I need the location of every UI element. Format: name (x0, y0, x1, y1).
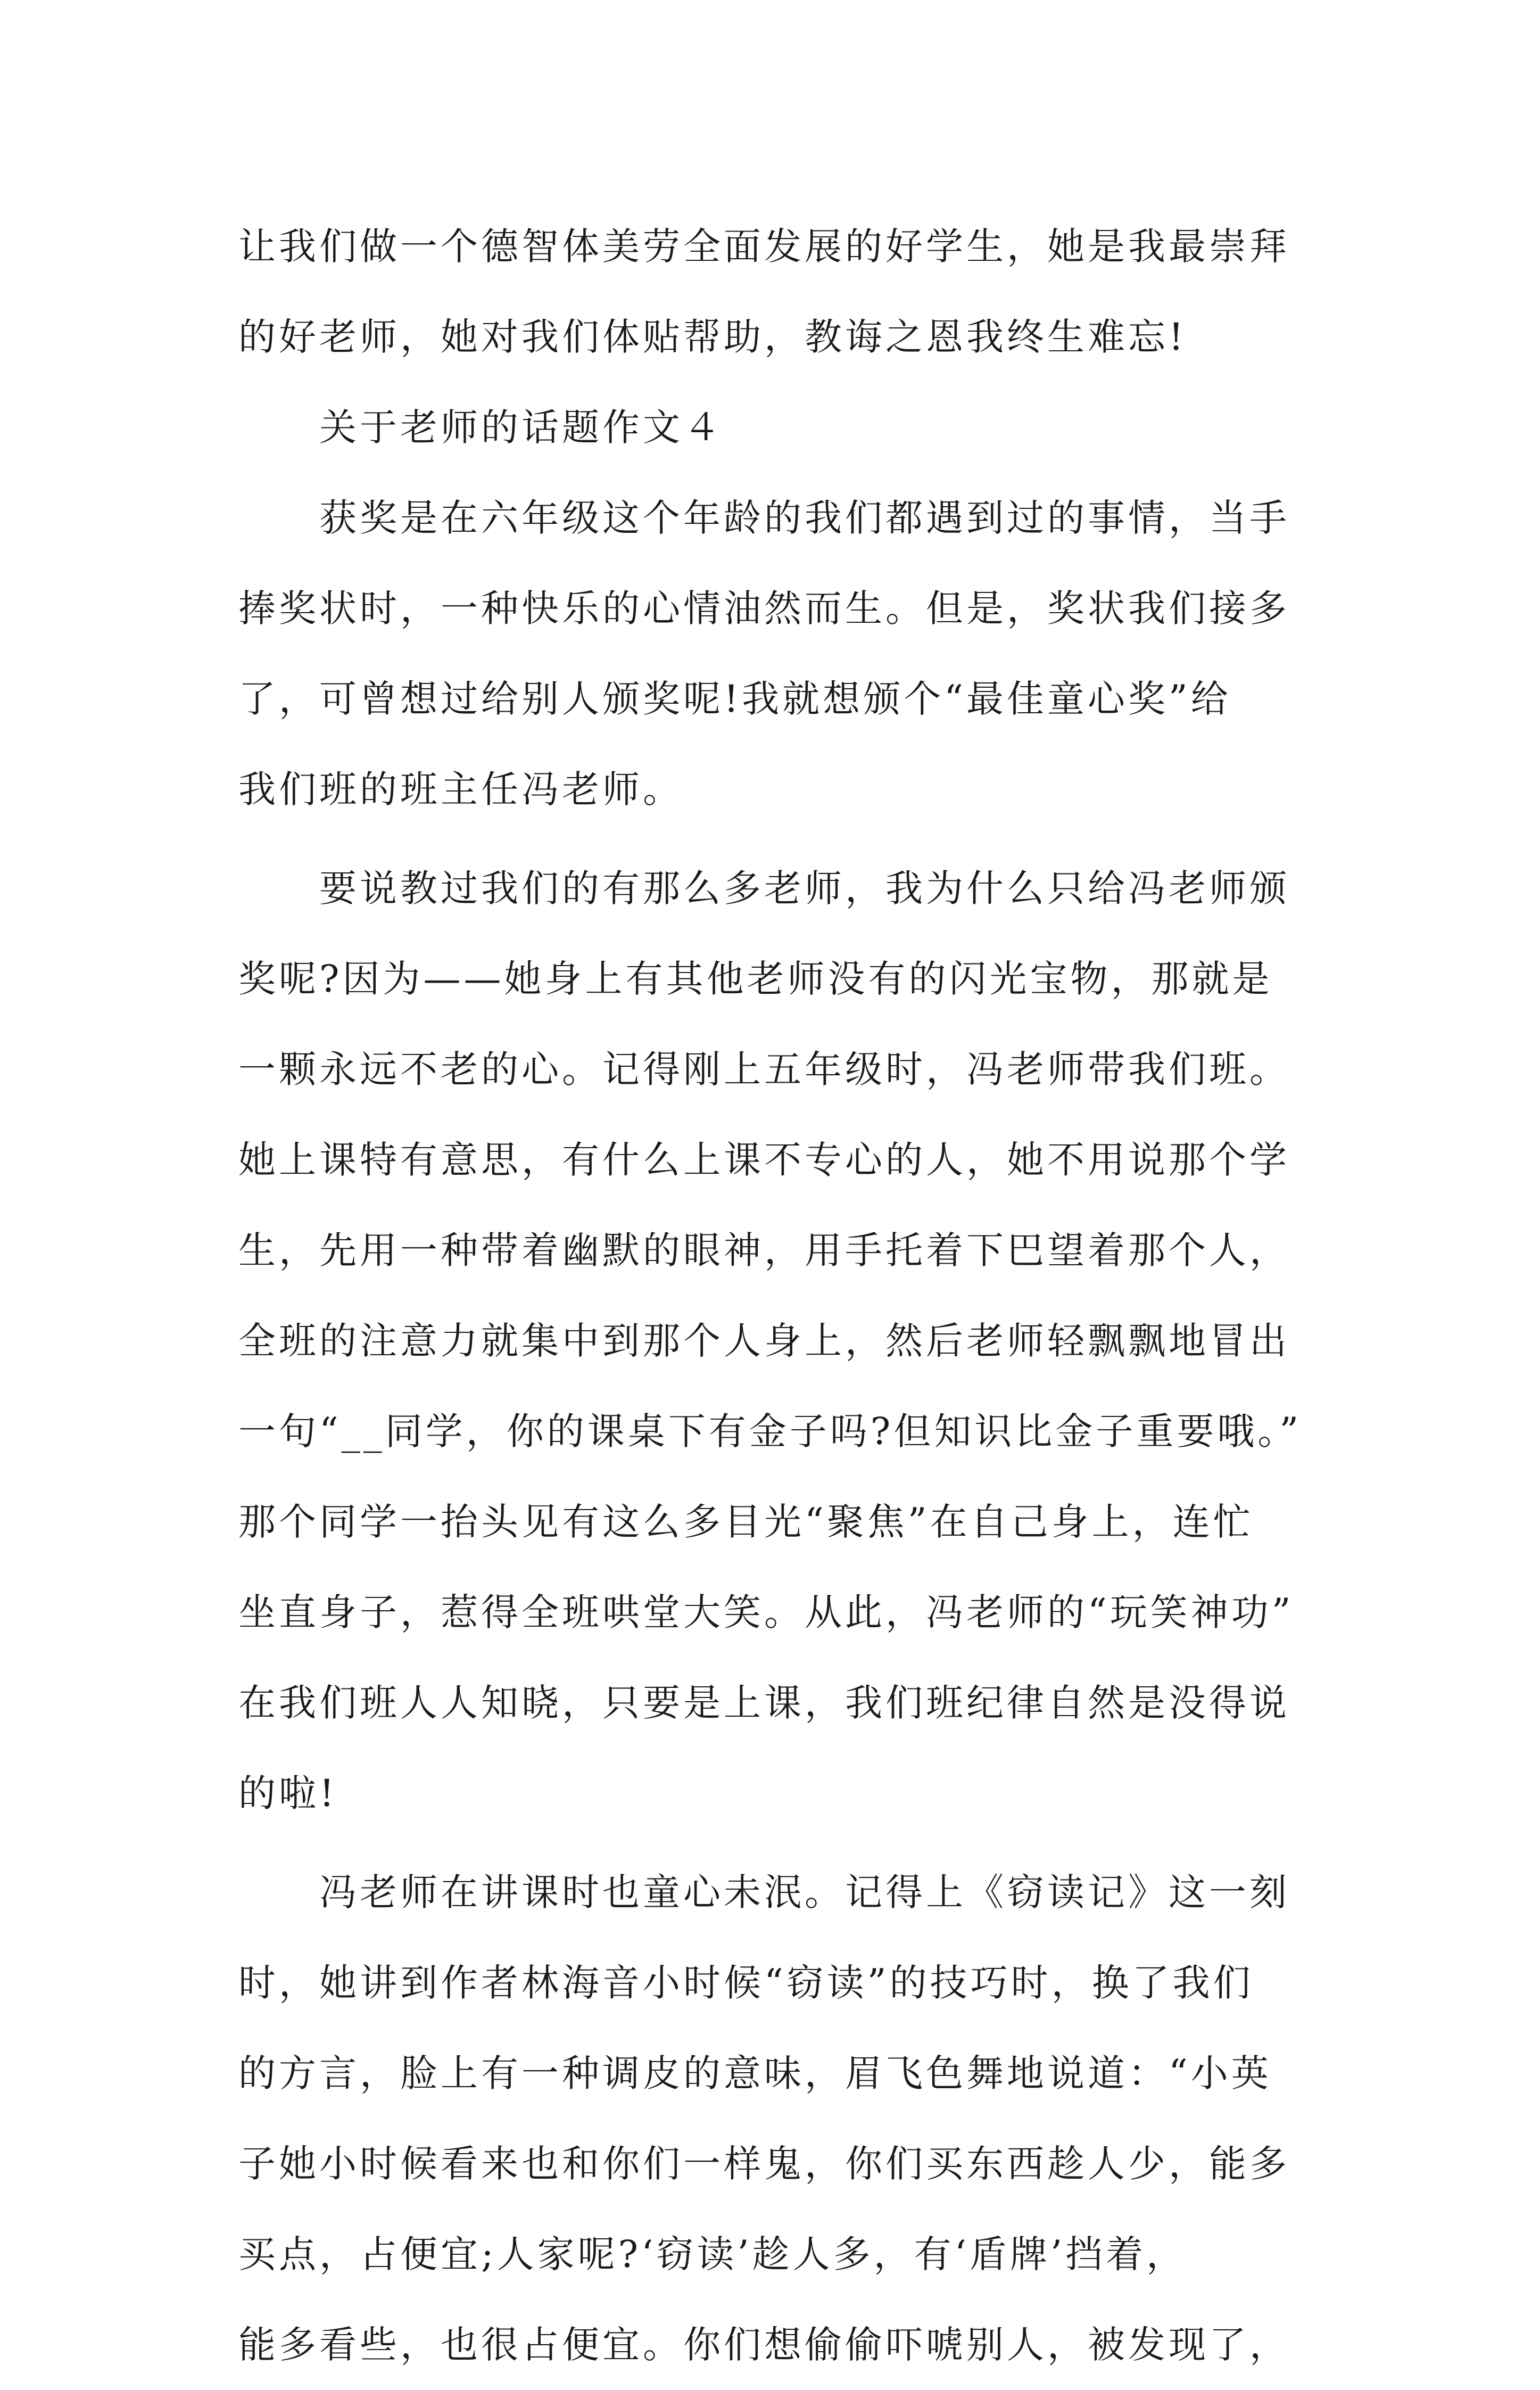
text-line: 我们班的班主任冯老师。 (238, 768, 683, 811)
text-line: 奖呢?因为——她身上有其他老师没有的闪光宝物，那就是 (238, 957, 1273, 1001)
text-line: 让我们做一个德智体美劳全面发展的好学生，她是我最崇拜 (238, 225, 1290, 268)
text-line: 捧奖状时，一种快乐的心情油然而生。但是，奖状我们接多 (238, 587, 1290, 630)
text-line: 要说教过我们的有那么多老师，我为什么只给冯老师颁 (238, 867, 1290, 910)
text-line: 获奖是在六年级这个年龄的我们都遇到过的事情，当手 (238, 496, 1290, 540)
text-line: 了，可曾想过给别人颁奖呢!我就想颁个“最佳童心奖”给 (238, 677, 1231, 721)
text-line: 生，先用一种带着幽默的眼神，用手托着下巴望着那个人， (238, 1229, 1290, 1272)
text-line: 她上课特有意思，有什么上课不专心的人，她不用说那个学 (238, 1138, 1290, 1182)
text-line: 坐直身子，惹得全班哄堂大笑。从此，冯老师的“玩笑神功” (238, 1590, 1294, 1634)
text-line: 在我们班人人知晓，只要是上课，我们班纪律自然是没得说 (238, 1681, 1290, 1725)
text-line: 的方言，脸上有一种调皮的意味，眉飞色舞地说道：“小英 (238, 2051, 1272, 2095)
text-line: 一颗永远不老的心。记得刚上五年级时，冯老师带我们班。 (238, 1048, 1290, 1091)
text-line: 那个同学一抬头见有这么多目光“聚焦”在自己身上，连忙 (238, 1500, 1254, 1544)
text-line: 冯老师在讲课时也童心未泯。记得上《窃读记》这一刻 (238, 1870, 1290, 1914)
text-line: 一句“__同学，你的课桌下有金子吗?但知识比金子重要哦。” (238, 1410, 1302, 1453)
essay-body (238, 201, 1324, 2390)
text-line: 的好老师，她对我们体贴帮助，教诲之恩我终生难忘! (238, 315, 1187, 359)
text-line: 买点，占便宜;人家呢?‘窃读’趁人多，有‘盾牌’挡着， (238, 2232, 1187, 2276)
text-line: 全班的注意力就集中到那个人身上，然后老师轻飘飘地冒出 (238, 1319, 1290, 1363)
text-line: 时，她讲到作者林海音小时候“窃读”的技巧时，换了我们 (238, 1961, 1254, 2005)
text-line: 子她小时候看来也和你们一样鬼，你们买东西趁人少，能多 (238, 2142, 1290, 2186)
text-line: 能多看些，也很占便宜。你们想偷偷吓唬别人，被发现了， (238, 2323, 1290, 2367)
paragraph-gap (238, 835, 1324, 843)
paragraph-gap (238, 1839, 1324, 1847)
text-line: 的啦! (238, 1771, 338, 1815)
section-title: 关于老师的话题作文４ (238, 406, 724, 449)
